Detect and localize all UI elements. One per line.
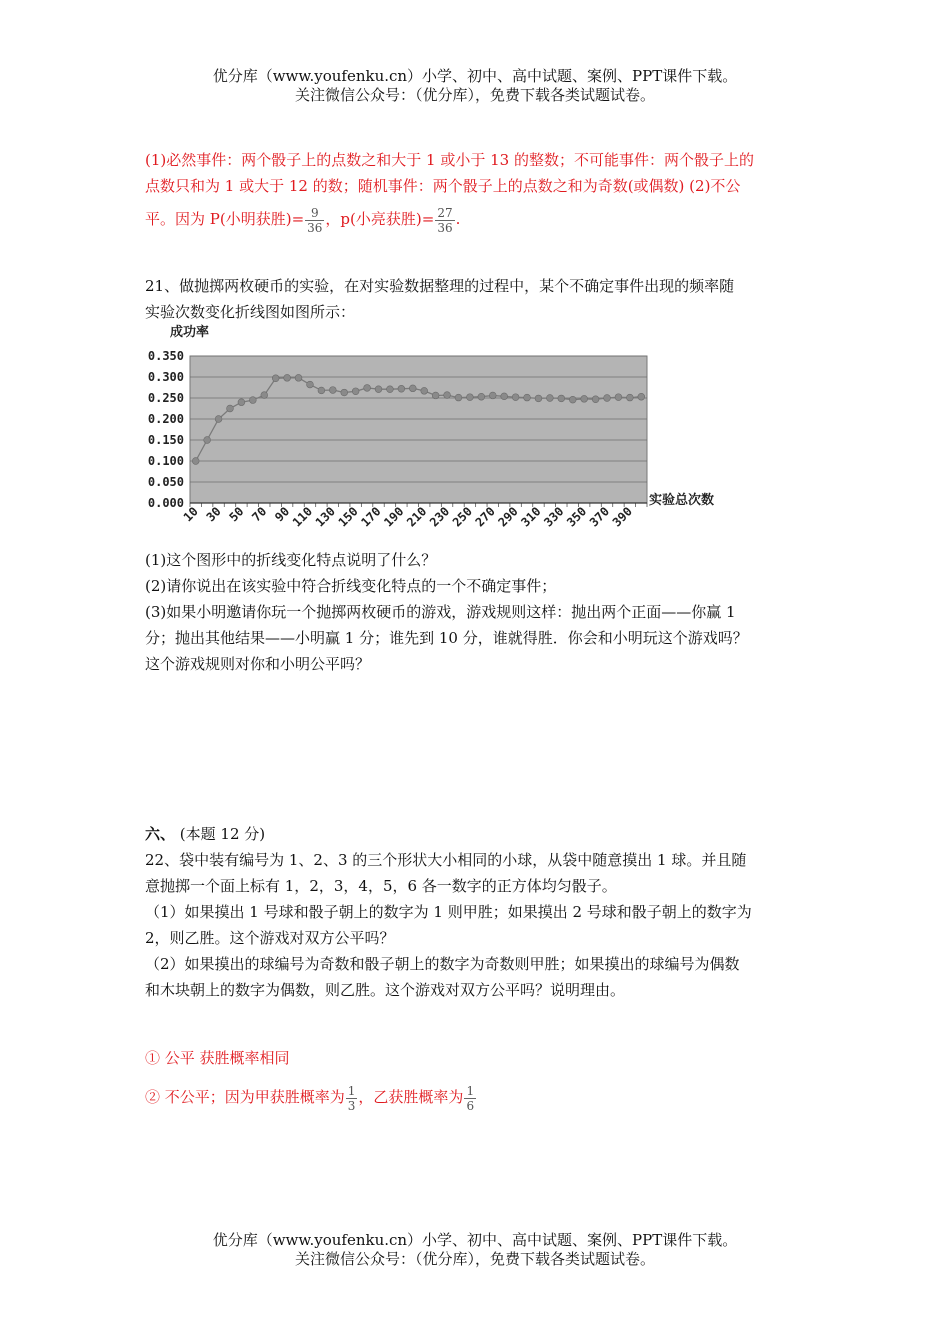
- data-point: [318, 387, 325, 394]
- y-tick-label: 0.250: [147, 391, 184, 405]
- data-point: [295, 374, 302, 381]
- answer-22: [145, 1045, 813, 1119]
- data-point: [535, 395, 542, 402]
- x-tick-label: 150: [335, 504, 361, 530]
- section-6-heading: [145, 821, 813, 847]
- section-6-score: (本题 12 分): [179, 825, 266, 843]
- data-point: [364, 385, 371, 392]
- data-point: [261, 392, 268, 399]
- data-point: [204, 437, 211, 444]
- x-tick-label: 210: [404, 504, 430, 530]
- x-tick-label: 370: [586, 504, 613, 530]
- x-tick-label: 230: [426, 504, 453, 530]
- data-point: [478, 393, 485, 400]
- answer-20-line-1: (1)必然事件：两个骰子上的点数之和大于 1 或小于 13 的整数；不可能事件：两个骰子上的: [145, 151, 754, 169]
- data-point: [558, 395, 565, 402]
- y-tick-label: 0.000: [147, 496, 184, 510]
- y-tick-label: 0.200: [147, 412, 184, 426]
- x-tick-label: 110: [289, 504, 316, 530]
- data-point: [467, 394, 474, 401]
- answer-22-part-2: [145, 1075, 813, 1119]
- data-point: [307, 381, 314, 388]
- chart-plot-area: [148, 349, 647, 529]
- fraction-1-3: [346, 1084, 358, 1113]
- data-point: [352, 388, 359, 395]
- section-6-title: 六、: [145, 825, 176, 843]
- fraction-denominator: 36: [437, 220, 453, 235]
- data-point: [227, 405, 234, 412]
- question-21-sub-1: (1)这个图形中的折线变化特点说明了什么？: [145, 551, 437, 569]
- fraction-numerator: 9: [305, 206, 324, 221]
- y-tick-label: 0.300: [147, 370, 184, 384]
- fraction-denominator: 6: [466, 1098, 475, 1113]
- answer-20-text-a: 平。因为 P(小明获胜)=: [145, 210, 305, 228]
- page-header: [0, 67, 950, 105]
- data-point: [387, 386, 394, 393]
- data-point: [284, 374, 291, 381]
- question-22-sub-2-line-1: （2）如果摸出的球编号为奇数和骰子朝上的数字为奇数则甲胜；如果摸出的球编号为偶数: [145, 955, 740, 973]
- data-point: [249, 397, 256, 404]
- x-tick-label: 250: [449, 504, 476, 530]
- data-point: [409, 385, 416, 392]
- x-tick-label: 10: [180, 504, 201, 525]
- header-line-1: 优分库（www.youfenku.cn）小学、初中、高中试题、案例、PPT课件下载。: [212, 67, 738, 85]
- data-point: [192, 458, 199, 465]
- question-21-line-2: 实验次数变化折线图如图所示：: [145, 303, 356, 321]
- x-tick-label: 190: [381, 504, 407, 530]
- success-rate-line-chart: [142, 322, 732, 540]
- x-tick-label: 70: [249, 504, 270, 525]
- y-tick-label: 0.050: [147, 475, 184, 489]
- data-point: [626, 394, 633, 401]
- answer-22-part-1: ① 公平 获胜概率相同: [145, 1049, 290, 1067]
- data-point: [398, 385, 405, 392]
- answer-20-text-c: .: [455, 210, 461, 228]
- page-footer: [0, 1231, 950, 1269]
- answer-20-line-3: [145, 199, 813, 239]
- data-point: [489, 392, 496, 399]
- y-axis-label: 成功率: [170, 325, 210, 340]
- fraction-27-36: [435, 206, 454, 235]
- x-tick-label: 310: [518, 504, 544, 530]
- data-point: [512, 394, 519, 401]
- data-point: [375, 386, 382, 393]
- data-point: [592, 396, 599, 403]
- fraction-numerator: 1: [347, 1083, 356, 1098]
- footer-line-1: 优分库（www.youfenku.cn）小学、初中、高中试题、案例、PPT课件下载。: [212, 1231, 738, 1249]
- x-tick-label: 270: [472, 504, 498, 530]
- x-tick-label: 90: [272, 504, 293, 525]
- x-tick-label: 290: [495, 504, 521, 530]
- data-point: [546, 395, 553, 402]
- question-21-line-1: 21、做抛掷两枚硬币的实验，在对实验数据整理的过程中，某个不确定事件出现的频率随: [145, 277, 735, 295]
- fraction-numerator: 27: [437, 205, 453, 220]
- question-22-line-1: 22、袋中装有编号为 1、2、3 的三个形状大小相同的小球，从袋中随意摸出 1 球。并且随: [145, 851, 747, 869]
- data-point: [455, 394, 462, 401]
- fraction-1-6: [464, 1084, 476, 1113]
- data-point: [444, 392, 451, 399]
- x-tick-label: 130: [312, 504, 338, 530]
- fraction-denominator: 3: [347, 1098, 356, 1113]
- data-point: [215, 416, 222, 423]
- question-22-sub-2-line-2: 和木块朝上的数字为偶数，则乙胜。这个游戏对双方公平吗？说明理由。: [145, 981, 626, 999]
- question-21-subparts: [145, 547, 813, 677]
- y-tick-label: 0.350: [147, 349, 184, 363]
- x-tick-label: 30: [203, 504, 224, 525]
- fraction-numerator: 1: [466, 1083, 475, 1098]
- question-21-sub-3-line-2: 分；抛出其他结果——小明赢 1 分；谁先到 10 分，谁就得胜．你会和小明玩这个游戏吗？: [145, 629, 748, 647]
- x-tick-label: 390: [609, 504, 635, 530]
- data-point: [272, 375, 279, 382]
- x-tick-label: 170: [358, 504, 384, 530]
- answer-22-text-a: ② 不公平；因为甲获胜概率为: [145, 1088, 345, 1106]
- x-axis-label: 实验总次数: [649, 493, 715, 508]
- data-point: [569, 396, 576, 403]
- data-point: [329, 387, 336, 394]
- data-point: [638, 393, 645, 400]
- data-point: [421, 387, 428, 394]
- x-tick-label: 50: [226, 504, 247, 525]
- answer-22-text-b: ，乙获胜概率为: [358, 1088, 464, 1106]
- data-point: [341, 389, 348, 396]
- plot-background: [190, 356, 647, 503]
- question-21: [145, 273, 813, 325]
- header-line-2: 关注微信公众号：（优分库），免费下载各类试题试卷。: [294, 86, 655, 104]
- data-point: [238, 399, 245, 406]
- footer-line-2: 关注微信公众号：（优分库），免费下载各类试题试卷。: [294, 1250, 655, 1268]
- answer-20: [145, 147, 813, 239]
- question-22-sub-1-line-1: （1）如果摸出 1 号球和骰子朝上的数字为 1 则甲胜；如果摸出 2 号球和骰子朝上的数字为: [145, 903, 752, 921]
- section-6: [145, 821, 813, 1003]
- y-tick-label: 0.100: [147, 454, 184, 468]
- question-21-sub-2: (2)请你说出在该实验中符合折线变化特点的一个不确定事件；: [145, 577, 557, 595]
- question-22-line-2: 意抛掷一个面上标有 1，2，3，4，5，6 各一数字的正方体均匀骰子。: [145, 877, 617, 895]
- answer-20-text-b: ，p(小亮获胜)=: [325, 210, 435, 228]
- data-point: [501, 393, 508, 400]
- x-tick-label: 330: [541, 504, 567, 530]
- data-point: [615, 394, 622, 401]
- data-point: [432, 392, 439, 399]
- question-21-sub-3-line-1: (3)如果小明邀请你玩一个抛掷两枚硬币的游戏，游戏规则这样：抛出两个正面——你赢 1: [145, 603, 736, 621]
- question-21-sub-3-line-3: 这个游戏规则对你和小明公平吗？: [145, 655, 371, 673]
- x-tick-label: 350: [564, 504, 590, 530]
- data-point: [524, 394, 531, 401]
- data-point: [581, 395, 588, 402]
- data-point: [604, 395, 611, 402]
- fraction-9-36: [305, 206, 324, 235]
- answer-20-line-2: 点数只和为 1 或大于 12 的数；随机事件：两个骰子上的点数之和为奇数(或偶数) (2)不公: [145, 177, 741, 195]
- y-tick-label: 0.150: [147, 433, 184, 447]
- fraction-denominator: 36: [307, 220, 323, 235]
- question-22-sub-1-line-2: 2，则乙胜。这个游戏对双方公平吗？: [145, 929, 395, 947]
